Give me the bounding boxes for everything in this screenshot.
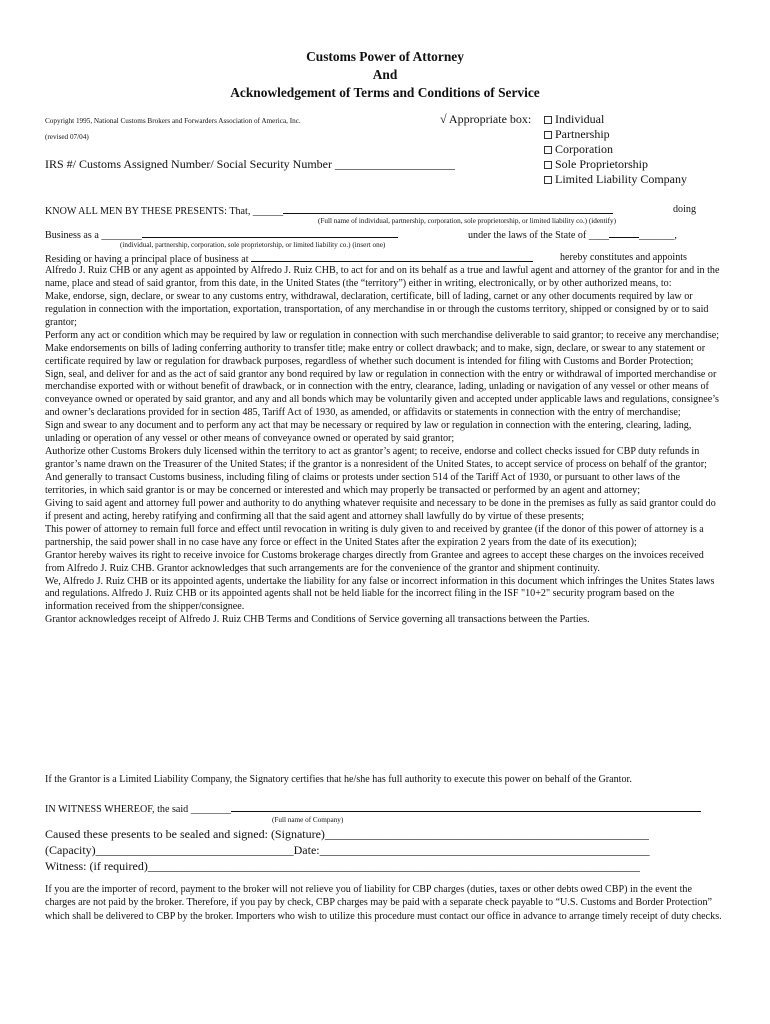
paragraph-full-power: Giving to said agent and attorney full power and authority to do anything whatever requisite and necessary to be done in the premises as fully as said grantor could do if present and acting, hereby ratifying and confirming all that the said agent and attorney shall lawfully do by virtue of these presents;	[45, 497, 716, 522]
importer-payment-note: If you are the importer of record, payment to the broker will not relieve you of liability for CBP charges (duties, taxes or other debts owed CBP) in the event the charges are not paid by the broker. Therefore, if you pay by check, CBP charges may be paid with a separate check payable to “U.S. Customs and Border Protection” which shall be delivered to CBP by the broker. Importers who wish to utilize this procedure must contact our office in advance to arrange timely receipt of duty checks.	[45, 884, 722, 922]
checkbox-icon[interactable]	[544, 131, 552, 139]
state-field[interactable]	[609, 228, 639, 238]
paragraph-acknowledgement: Grantor acknowledges receipt of Alfredo J. Ruiz CHB Terms and Conditions of Service governing all transactions between the Parties.	[45, 614, 590, 626]
copyright-note: Copyright 1995, National Customs Brokers and Forwarders Association of America, Inc.	[45, 117, 301, 125]
option-partnership[interactable]: Partnership	[544, 127, 687, 142]
paragraph-authorize-brokers: Authorize other Customs Brokers duly licensed within the territory to act as grantor’s agent; to receive, endorse and collect checks issued for CBP duty refunds in grantor’s name drawn on the Treasurer of the United States; if the grantor is a nonresident of the United States, to accept service of process on behalf of the grantor;	[45, 446, 707, 471]
llc-certification-note: If the Grantor is a Limited Liability Company, the Signatory certifies that he/she has full authority to execute this power on behalf of the Grantor.	[45, 774, 632, 785]
business-type-field[interactable]	[142, 228, 398, 238]
checkbox-icon[interactable]	[544, 176, 552, 184]
grantor-name-field[interactable]	[283, 204, 613, 214]
know-all-men-line: KNOW ALL MEN BY THESE PRESENTS: That, ______	[45, 204, 613, 217]
document-title-line-1: Customs Power of Attorney	[306, 49, 464, 64]
checkbox-icon[interactable]	[544, 146, 552, 154]
option-corporation[interactable]: Corporation	[544, 142, 687, 157]
business-as-line: Business as a ________	[45, 228, 398, 241]
paragraph-duration: This power of attorney to remain full force and effect until revocation in writing is duly given to and received by grantee (if the donor of this power of attorney is a partnership, the said power shall in no case have any force or effect in the United States after the expiration 2 years from the date of its execution);	[45, 523, 704, 548]
paragraph-make-endorse: Make, endorse, sign, declare, or swear to any customs entry, withdrawal, declaration, certificate, bill of lading, carnet or any other documents required by law or regulation in connection with the importation, exportation, transportation, of any merchandise in or through the customs territory, shipped or consigned by or to said grantor;	[45, 290, 709, 328]
paragraph-sign-seal: Sign, seal, and deliver for and as the act of said grantor any bond required by law or regulation in connection with the entry or withdrawal of imported merchandise or merchandise exported with or without benefit of drawback, or in connection with the entry, clearance, lading, unlading or navigation of any vessel or other means of conveyance owned or operated by said grantor, and any and all bonds which may be voluntarily given and accepted under applicable laws and regulations, consignee’s and owner’s declarations provided for in section 485, Tariff Act of 1930, as amended, or affidavits or statements in connection with the entry of merchandise;	[45, 368, 719, 419]
paragraph-perform-act: Perform any act or condition which may be required by law or regulation in connection with such merchandise deliverable to said grantor; to receive any merchandise;	[45, 329, 720, 341]
checkbox-icon[interactable]	[544, 116, 552, 124]
paragraph-appointment: Alfredo J. Ruiz CHB or any agent as appointed by Alfredo J. Ruiz CHB, to act for and on its behalf as a true and lawful agent and attorney of the grantor for and in the name, place and stead of said grantor, from this date, in the United States (the “territory”) either in writing, electronically, or by other authorized means, to:	[45, 265, 720, 289]
paragraph-liability: We, Alfredo J. Ruiz CHB or its appointed agents, undertake the liability for any false or incorrect information in this document which infringes the Unites States laws and regulations. Alfredo J. Ruiz CHB or its appointed agents shall not be held liable for the incorrect filing in the ISF "10+2" security program based on the information received from the shipper/consignee.	[45, 575, 715, 613]
witness-whereof-line: IN WITNESS WHEREOF, the said ________	[45, 802, 701, 815]
doing-label: doing	[673, 204, 696, 215]
signature-field[interactable]: Caused these presents to be sealed and signed: (Signature)______________________________________________________	[45, 827, 649, 841]
appropriate-box-label: √ Appropriate box:	[440, 112, 532, 126]
company-name-caption: (Full name of Company)	[272, 816, 344, 824]
paragraph-transact-business: And generally to transact Customs business, including filing of claims or protests under section 514 of the Tariff Act of 1930, or pursuant to other laws of the territories, in which said grantor is or may be concerned or interested and which may properly be transacted or performed by an agent and attorney;	[45, 472, 680, 496]
powers-list	[45, 265, 723, 627]
document-title-line-2: And	[372, 67, 398, 82]
entity-type-options	[544, 112, 687, 187]
checkbox-icon[interactable]	[544, 161, 552, 169]
grantor-name-caption: (Full name of individual, partnership, corporation, sole proprietorship, or limited liability co.) (identify)	[318, 217, 617, 225]
irs-number-field[interactable]: IRS #/ Customs Assigned Number/ Social Security Number ____________________	[45, 157, 455, 171]
hereby-appoints-label: hereby constitutes and appoints	[560, 252, 687, 263]
revision-note: (revised 07/04)	[45, 133, 89, 141]
business-type-caption: (individual, partnership, corporation, sole proprietorship, or limited liability co.) (insert one)	[120, 241, 386, 249]
option-llc[interactable]: Limited Liability Company	[544, 172, 687, 187]
paragraph-waiver: Grantor hereby waives its right to receive invoice for Customs brokerage charges directly from Grantee and agrees to accept these charges on the invoices received from Alfredo J. Ruiz CHB. Grantor acknowledges that such arrangements are for the convenience of the grantor and shipment continuity.	[45, 549, 704, 574]
company-name-field[interactable]	[231, 802, 701, 812]
option-individual[interactable]: Individual	[544, 112, 687, 127]
paragraph-endorsements: Make endorsements on bills of lading conferring authority to transfer title; make entry or collect drawback; and to make, sign, declare, or swear to any statement or certificate required by law or regulation for drawback purposes, regardless of whether such document is intended for filing with Customs and Border Protection;	[45, 342, 706, 367]
capacity-date-field[interactable]: (Capacity)_________________________________Date:_______________________________________________________	[45, 843, 650, 857]
business-address-field[interactable]	[251, 252, 533, 262]
state-line: under the laws of the State of ____ _______,	[468, 230, 677, 241]
residing-line: Residing or having a principal place of business at	[45, 252, 533, 265]
option-sole-proprietorship[interactable]: Sole Proprietorship	[544, 157, 687, 172]
paragraph-sign-swear: Sign and swear to any document and to perform any act that may be necessary or required by law or regulation in connection with the entering, clearing, lading, unlading or operation of any vessel or other means of conveyance owned or operated by said grantor;	[45, 420, 692, 445]
document-title-line-3: Acknowledgement of Terms and Conditions of Service	[230, 85, 540, 100]
witness-field[interactable]: Witness: (if required)__________________________________________________________________________________	[45, 859, 640, 873]
